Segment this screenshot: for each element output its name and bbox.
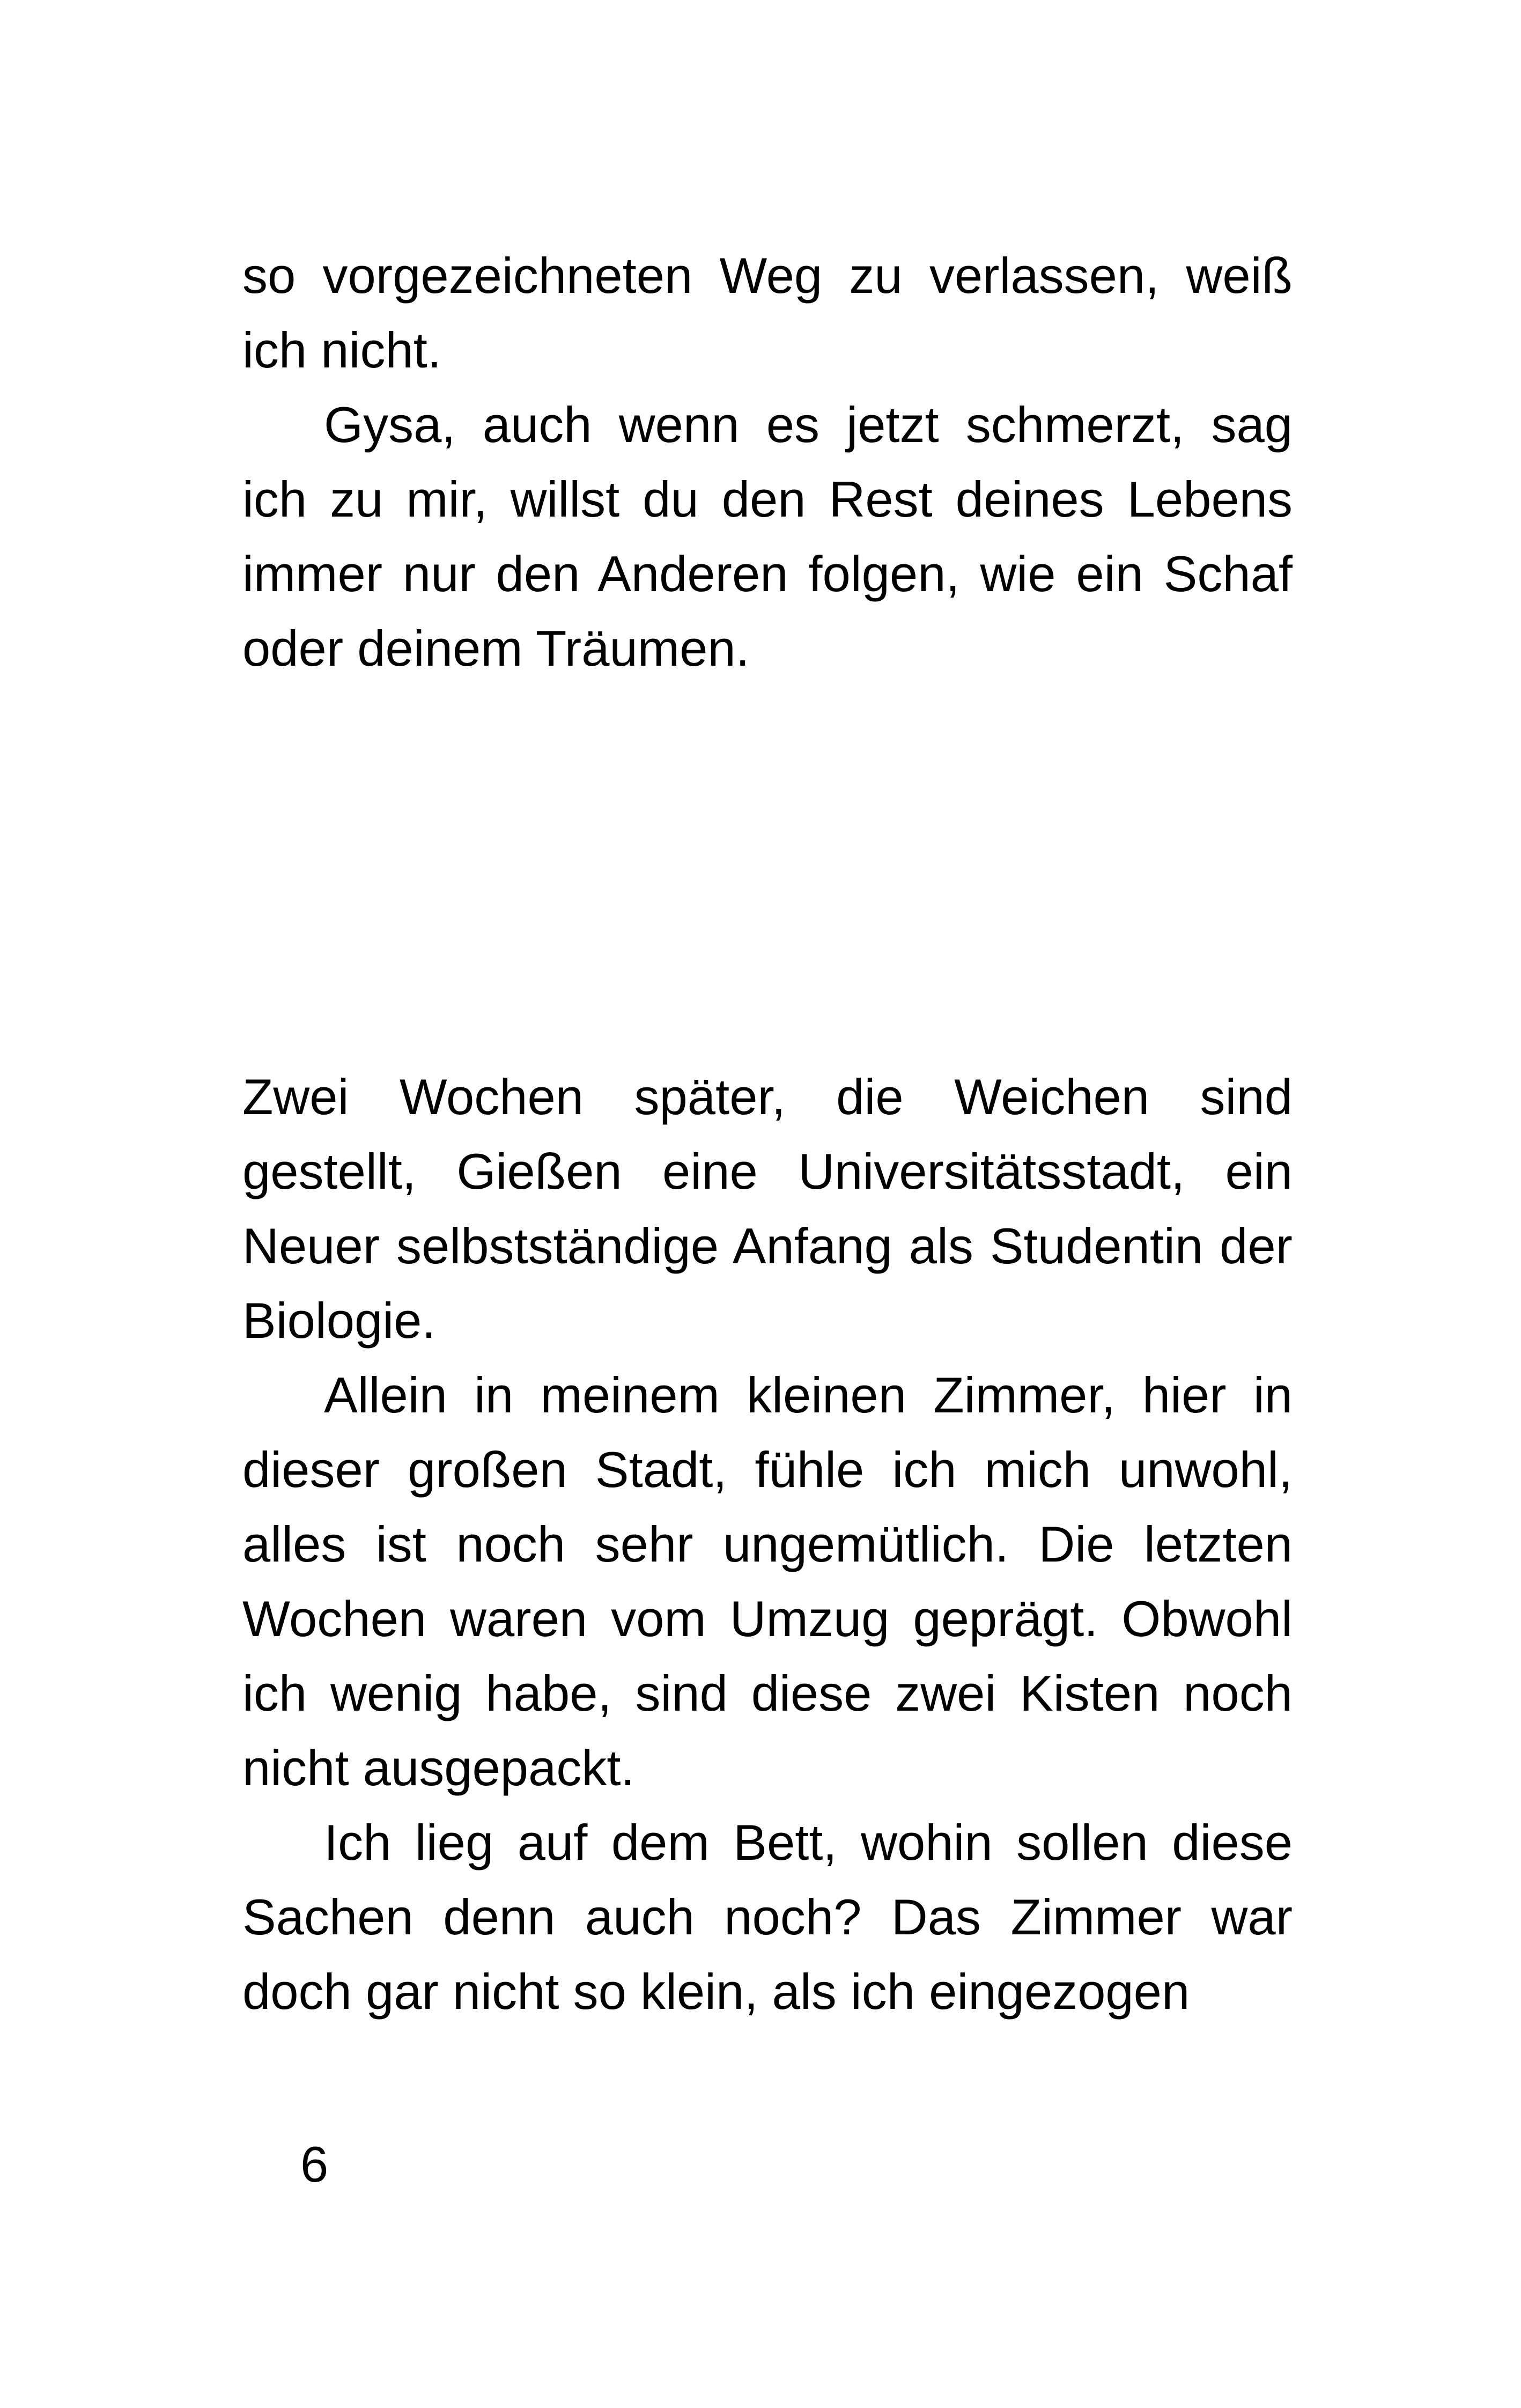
page-number: 6: [300, 2136, 329, 2192]
text-section-2: [242, 1059, 1293, 2029]
text-section-1: [242, 238, 1293, 686]
paragraph: so vorgezeichneten Weg zu verlassen, weiß ich nicht.: [242, 247, 1293, 378]
paragraph: Ich lieg auf dem Bett, wohin sollen diese Sachen denn auch noch? Das Zimmer war doch gar nicht so klein, als ich eingezogen: [242, 1814, 1293, 2020]
paragraph: Allein in meinem kleinen Zimmer, hier in dieser großen Stadt, fühle ich mich unwohl, alles ist noch sehr ungemütlich. Die letzten Wochen waren vom Umzug geprägt. Obwohl ich wenig habe, sind diese zwei Kisten noch nicht ausgepackt.: [242, 1367, 1293, 1796]
paragraph: Zwei Wochen später, die Weichen sind gestellt, Gießen eine Universitätsstadt, ein Neuer selbstständige Anfang als Studentin der Biologie.: [242, 1069, 1293, 1349]
paragraph: Gysa, auch wenn es jetzt schmerzt, sag ich zu mir, willst du den Rest deines Lebens immer nur den Anderen folgen, wie ein Schaf oder deinem Träumen.: [242, 396, 1293, 676]
